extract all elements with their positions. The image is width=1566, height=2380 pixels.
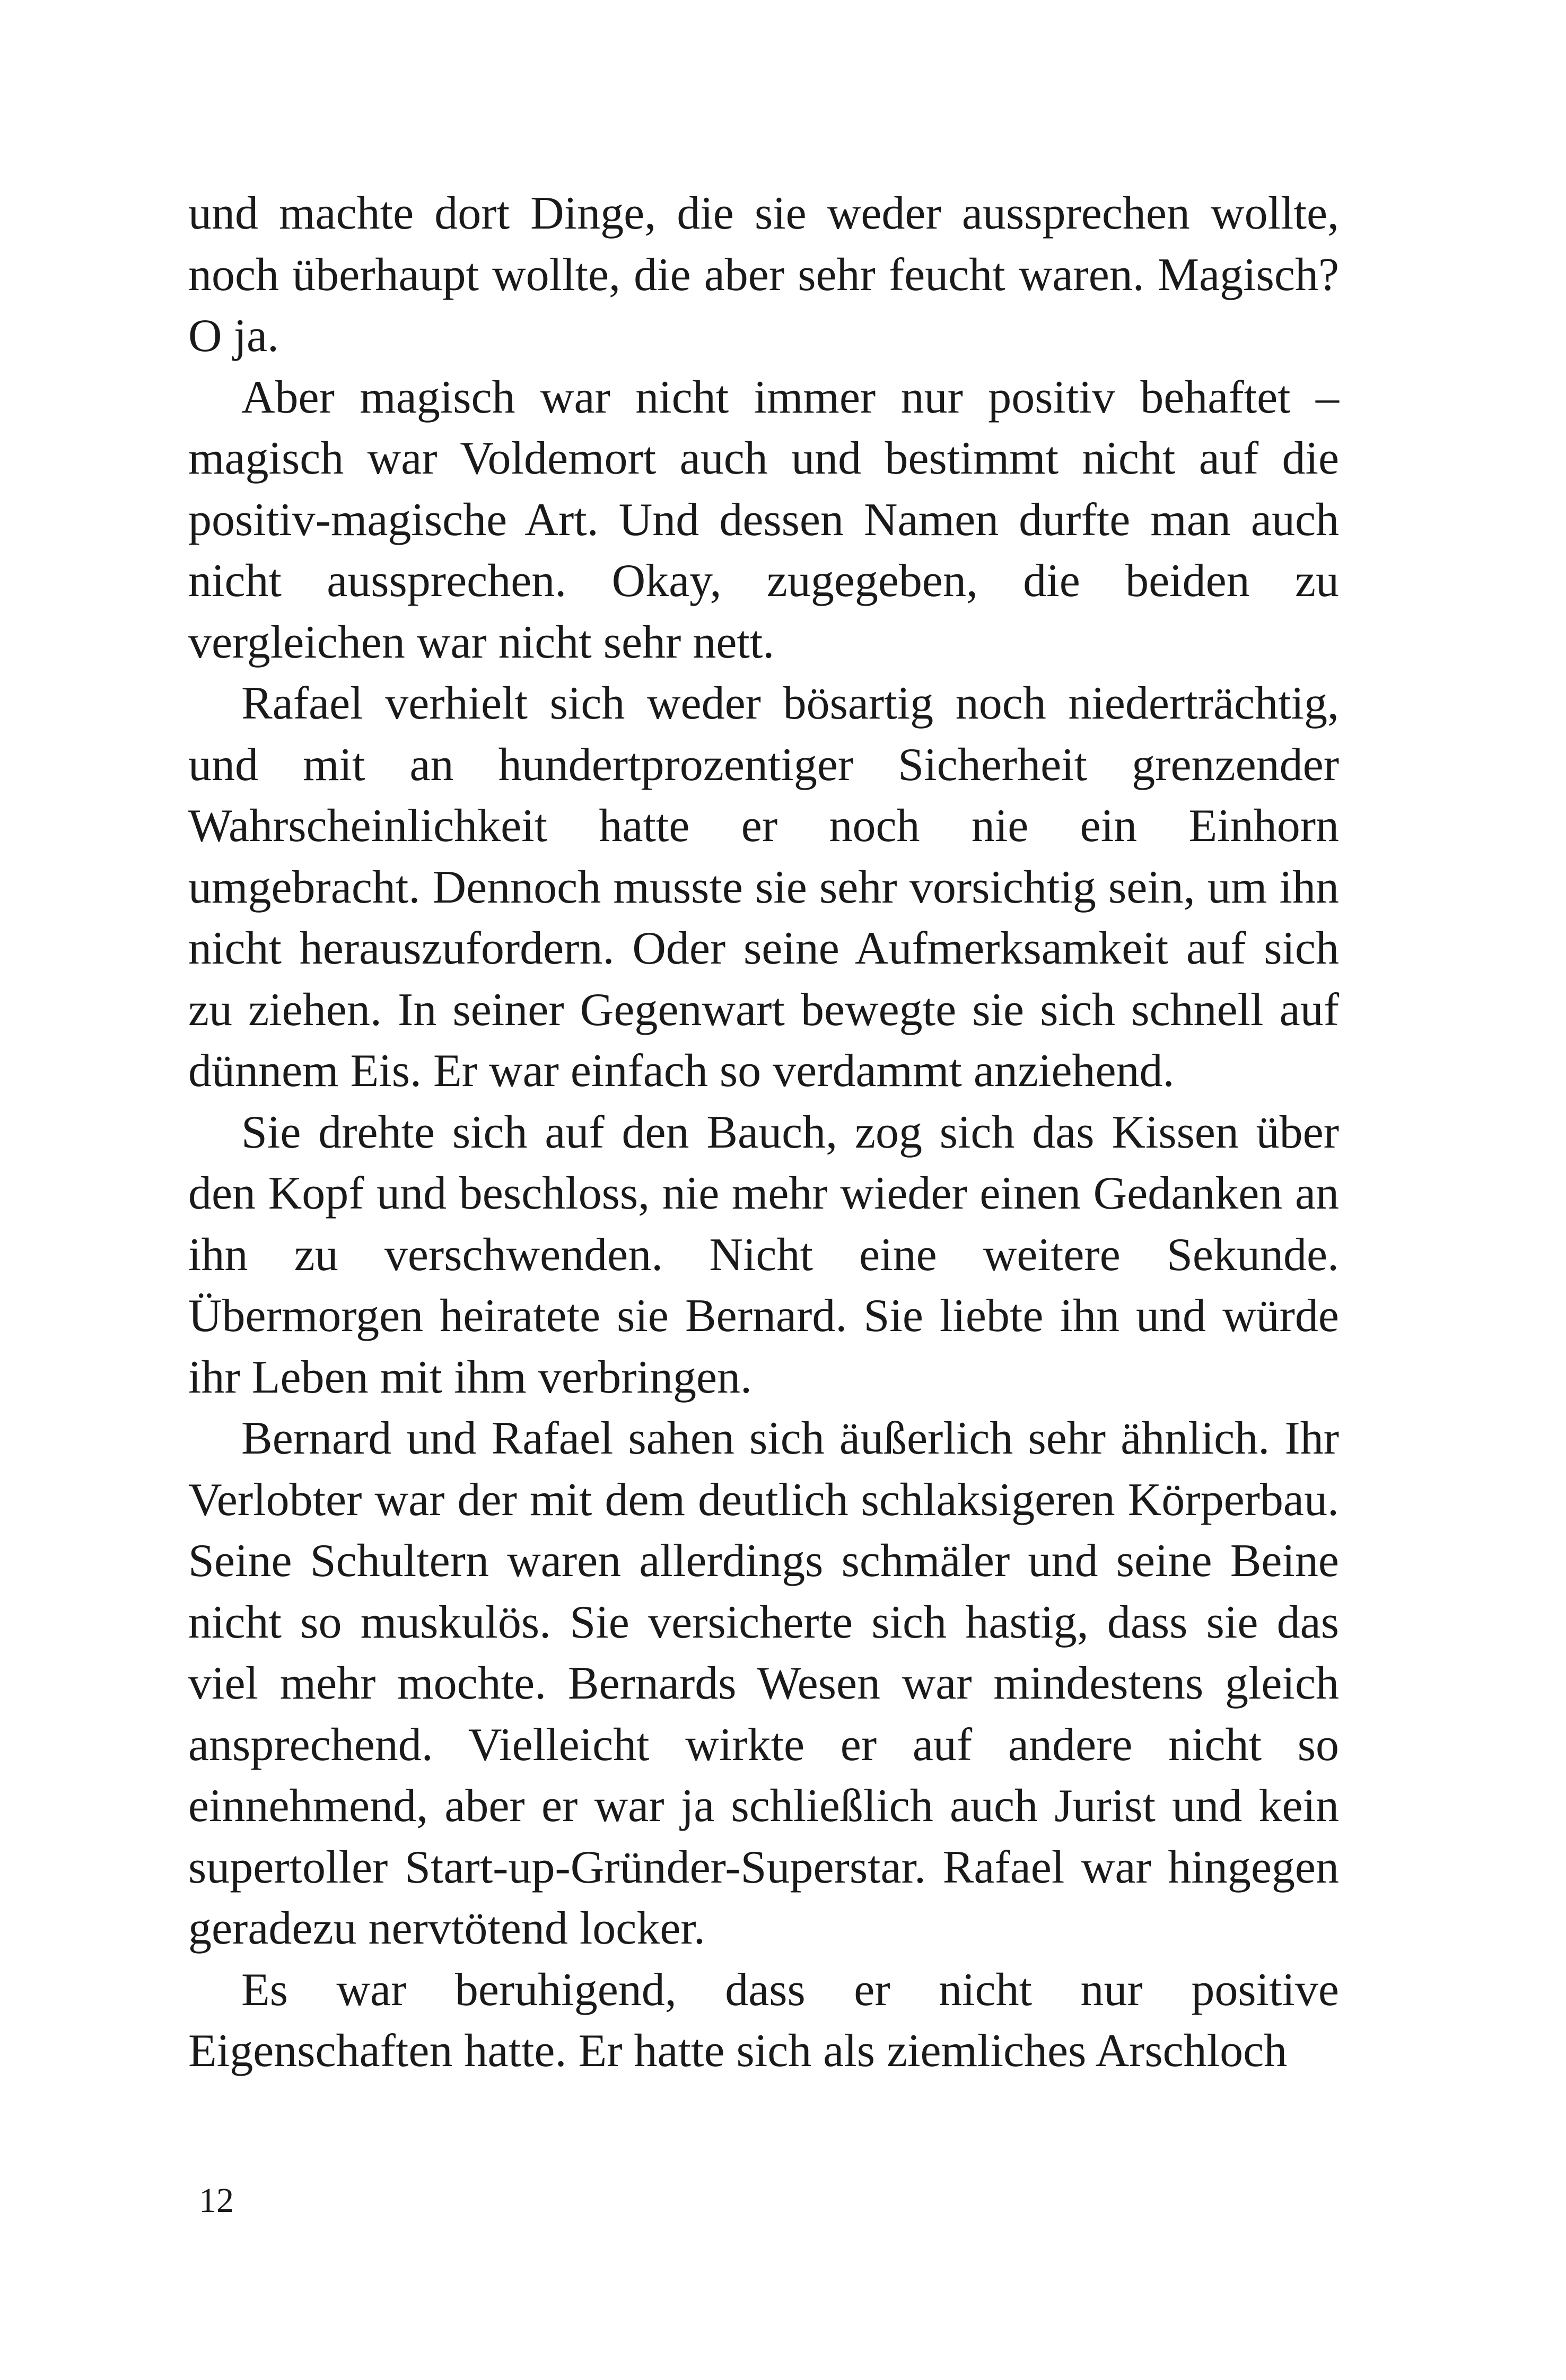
body-text — [188, 183, 1339, 2082]
paragraph: Es war beruhigend, dass er nicht nur positive Eigenschaften hatte. Er hatte sich als ziemliches Arschloch — [188, 1964, 1339, 2077]
paragraph: Aber magisch war nicht immer nur positiv behaftet – magisch war Voldemort auch und bestimmt nicht auf die positiv-magische Art. Und dessen Namen durfte man auch nicht aussprechen. Okay, zugegeben, die beiden zu vergleichen war nicht sehr nett. — [188, 371, 1339, 668]
paragraph: Bernard und Rafael sahen sich äußerlich sehr ähnlich. Ihr Verlobter war der mit dem deutlich schlaksigeren Körperbau. Seine Schultern waren allerdings schmäler und seine Beine nicht so muskulös. Sie versicherte sich hastig, dass sie das viel mehr mochte. Bernards Wesen war mindestens gleich ansprechend. Vielleicht wirkte er auf andere nicht so einnehmend, aber er war ja schließlich auch Jurist und kein supertoller Start-up-Gründer-Superstar. Rafael war hingegen geradezu nervtötend locker. — [188, 1413, 1339, 1954]
paragraph: Sie drehte sich auf den Bauch, zog sich das Kissen über den Kopf und beschloss, nie mehr wieder einen Gedanken an ihn zu verschwenden. Nicht eine weitere Sekunde. Übermorgen heiratete sie Bernard. Sie liebte ihn und würde ihr Leben mit ihm verbringen. — [188, 1106, 1339, 1403]
page-number: 12 — [199, 2181, 234, 2220]
paragraph: und machte dort Dinge, die sie weder aussprechen wollte, noch überhaupt wollte, die aber sehr feucht waren. Magisch? O ja. — [188, 188, 1339, 362]
paragraph: Rafael verhielt sich weder bösartig noch niederträchtig, und mit an hundertprozentiger Sicherheit grenzender Wahrscheinlichkeit hatte er noch nie ein Einhorn umgebracht. Dennoch musste sie sehr vorsichtig sein, um ihn nicht herauszufordern. Oder seine Aufmerksamkeit auf sich zu ziehen. In seiner Gegenwart bewegte sie sich schnell auf dünnem Eis. Er war einfach so verdammt anziehend. — [188, 678, 1339, 1097]
